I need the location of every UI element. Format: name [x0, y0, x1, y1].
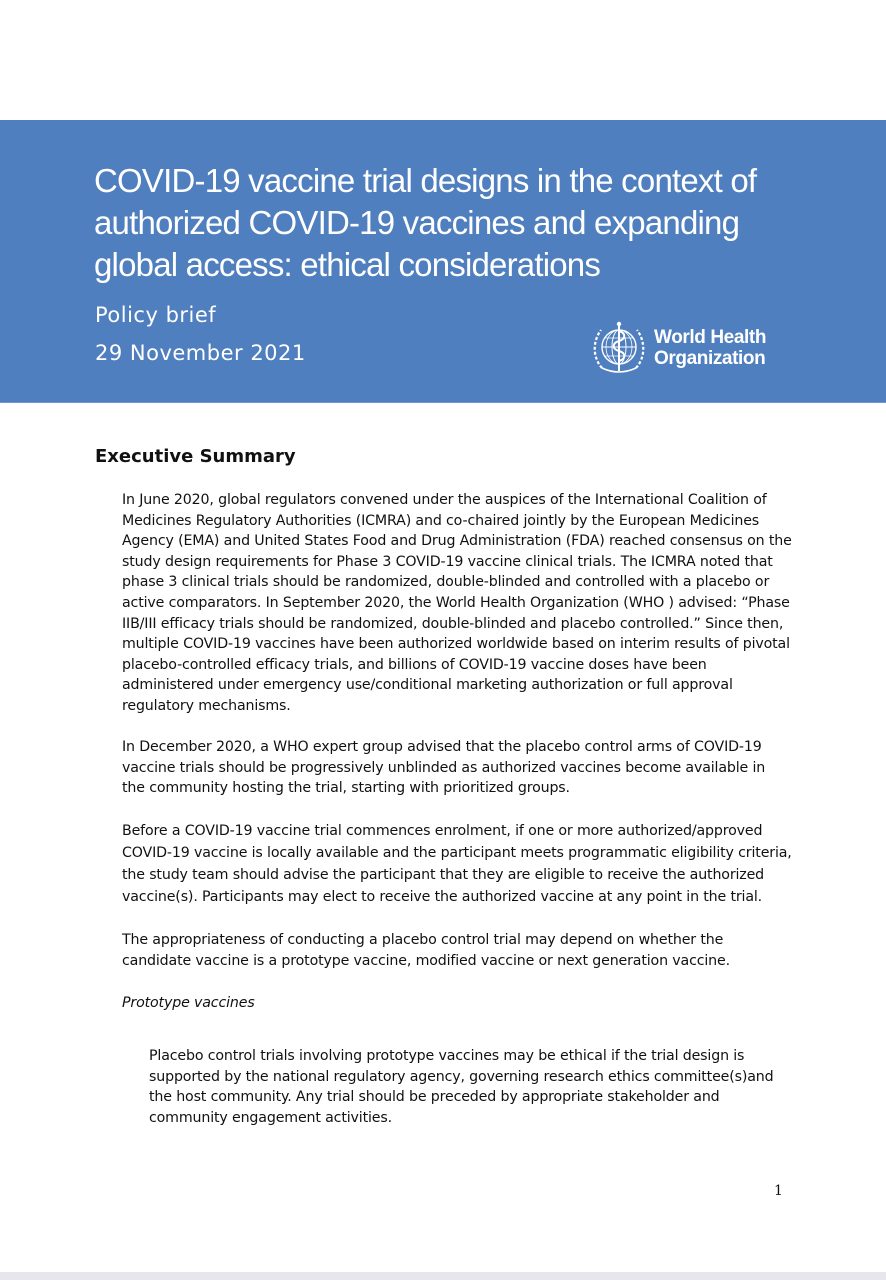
paragraph-2: In December 2020, a WHO expert group advised that the placebo control arms of COVID-19 vaccine trials should be progressively unblinded as authorized vaccines become available in the community hosting the trial, starting with prioritized groups.	[122, 739, 766, 797]
document-date: 29 November 2021	[95, 341, 306, 365]
paragraph-3: Before a COVID-19 vaccine trial commences enrolment, if one or more authorized/approved COVID-19 vaccine is locally available and the participant meets programmatic eligibility criteria, the study team should advise the participant that they are eligible to receive the authorized vaccine(s). Participants may elect to receive the authorized vaccine at any point in the trial.	[122, 823, 792, 905]
banner-divider	[0, 402, 886, 403]
who-logo	[588, 318, 788, 376]
who-logo-line1: World Health	[654, 327, 767, 348]
indented-paragraph: Placebo control trials involving prototype vaccines may be ethical if the trial design is supported by the national regulatory agency, governing research ethics committee(s)and the host community. Any trial should be preceded by appropriate stakeholder and community engagement activities.	[149, 1048, 774, 1126]
who-logo-line2: Organization	[654, 348, 766, 369]
page-number: 1	[774, 1183, 783, 1199]
page-bottom-edge	[0, 1272, 886, 1280]
document-title: COVID-19 vaccine trial designs in the context of authorized COVID-19 vaccines and expanding global access: ethical considerations	[94, 162, 757, 283]
paragraph-1: In June 2020, global regulators convened under the auspices of the International Coalition of Medicines Regulatory Authorities (ICMRA) and co-chaired jointly by the European Medicines Agency (EMA) and United States Food and Drug Administration (FDA) reached consensus on the study design requirements for Phase 3 COVID-19 vaccine clinical trials. The ICMRA noted that phase 3 clinical trials should be randomized, double-blinded and controlled with a placebo or active comparators. In September 2020, the World Health Organization (WHO ) advised: “Phase IIB/III efficacy trials should be randomized, double-blinded and placebo controlled.” Since then, multiple COVID-19 vaccines have been authorized worldwide based on interim results of pivotal placebo-controlled efficacy trials, and billions of COVID-19 vaccine doses have been administered under emergency use/conditional marketing authorization or full approval regulatory mechanisms.	[122, 492, 792, 714]
section-heading: Executive Summary	[95, 446, 296, 467]
who-emblem-icon	[588, 318, 650, 376]
document-type: Policy brief	[95, 303, 217, 327]
subheading-prototype-vaccines: Prototype vaccines	[122, 995, 255, 1011]
paragraph-4: The appropriateness of conducting a placebo control trial may depend on whether the candidate vaccine is a prototype vaccine, modified vaccine or next generation vaccine.	[122, 932, 730, 969]
